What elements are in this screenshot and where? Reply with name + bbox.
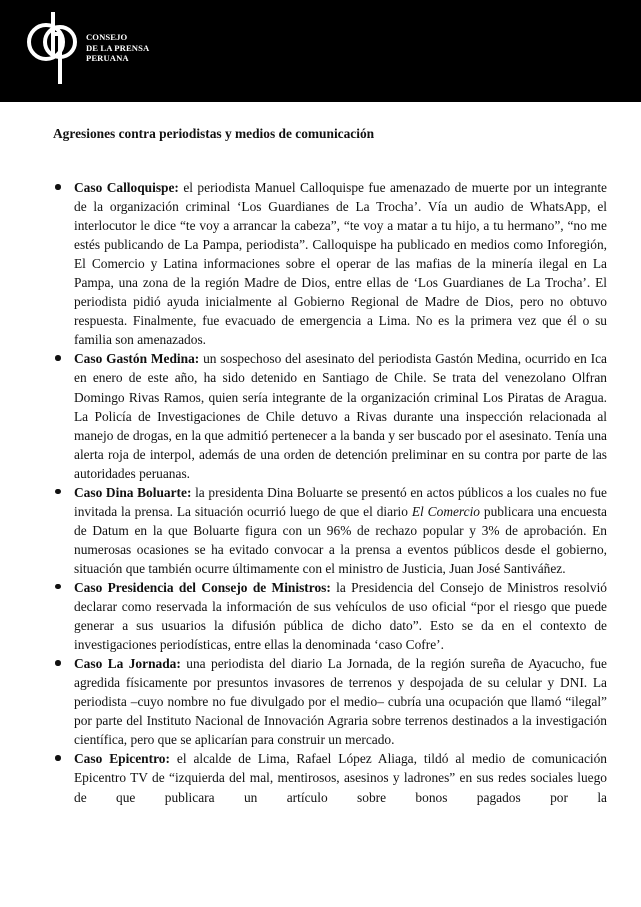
- case-body: el periodista Manuel Calloquispe fue amenazado de muerte por un integrante de la organización criminal ‘Los Guardianes de La Trocha’. Vía un audio de WhatsApp, el interlocutor le dice “te voy a arrancar la cabeza”, “te voy a matar a tu hijo, a tu hermano”, “no me estés publicando de La Pampa, periodista”. Calloquispe ha publicado en medios como Inforegión, El Comercio y Latina informaciones sobre el operar de las mafias de la minería ilegal en La Pampa, una zona de la región Madre de Dios, entre ellas de ‘Los Guardianes de La Trocha’. El periodista pidió ayuda inicialmente al Gobierno Regional de Madre de Dios, pero no obtuvo respuesta. Finalmente, fue evacuado de emergencia a Lima. No es la primera vez que él o su familia son amenazados.: [74, 180, 607, 348]
- case-body: la Presidencia del Consejo de Ministros resolvió declarar como reservada la información de sus vehículos de uso oficial “por el riesgo que puede generar a sus usuarios la difusión pública de dicho dato”. Esto se da en el contexto de investigaciones periodísticas, entre ellas la denominada ‘caso Cofre’.: [74, 579, 607, 653]
- list-item-case-gaston-medina: [0, 349, 641, 482]
- case-body: una periodista del diario La Jornada, de la región sureña de Ayacucho, fue agredida físicamente por presuntos invasores de terrenos y despojada de su celular y DNI. La periodista –cuyo nombre no fue divulgado por el medio– cubría una ocupación que llamó “ilegal” por parte del Instituto Nacional de Innovación Agraria sobre terrenos destinados a la investigación científica, pero que se aplicarían para construir un mercado.: [74, 656, 607, 748]
- cases-list: [0, 178, 641, 807]
- list-item-case-calloquispe: [0, 178, 641, 349]
- bullet-icon: [55, 584, 61, 590]
- case-heading: Caso Calloquispe:: [74, 180, 179, 195]
- newspaper-name: El Comercio: [411, 503, 480, 519]
- cpp-logo-icon: [24, 12, 82, 84]
- case-paragraph: [74, 749, 607, 806]
- case-paragraph: [74, 654, 607, 749]
- case-paragraph: [74, 178, 607, 349]
- case-paragraph: [74, 483, 607, 578]
- list-item-case-epicentro: [0, 749, 641, 806]
- org-name-line: CONSEJO: [86, 32, 128, 42]
- list-item-case-pcm: [0, 578, 641, 654]
- org-name-line: DE LA PRENSA: [86, 42, 150, 53]
- bullet-icon: [55, 755, 61, 761]
- case-heading: Caso Dina Boluarte:: [74, 484, 192, 500]
- case-heading: Caso Gastón Medina:: [74, 351, 200, 367]
- page-header: [0, 0, 641, 102]
- case-heading: Caso La Jornada:: [74, 656, 181, 672]
- document-title: Agresiones contra periodistas y medios de comunicación: [53, 126, 375, 141]
- case-heading: Caso Presidencia del Consejo de Ministros:: [74, 579, 331, 595]
- case-heading: Caso Epicentro:: [74, 751, 170, 767]
- case-paragraph: [74, 578, 607, 654]
- case-paragraph: [74, 349, 607, 482]
- case-body: la presidenta Dina Boluarte se presentó en actos públicos a los cuales no fue invitada la prensa. La situación ocurrió luego de que el diario: [74, 484, 608, 519]
- bullet-icon: [55, 355, 61, 361]
- org-name-line: PERUANA: [86, 53, 129, 63]
- org-name: [86, 32, 149, 64]
- bullet-icon: [55, 660, 61, 666]
- list-item-case-la-jornada: [0, 654, 641, 749]
- case-body: publicara una encuesta de Datum en la que Boluarte figura con un 96% de rechazo popular y 3% de aprobación. En numerosas ocasiones se ha evitado convocar a la prensa a eventos públicos desde el gobierno, situación que también ocurre últimamente con el ministro de Justicia, Juan José Santiváñez.: [74, 503, 607, 576]
- bullet-icon: [55, 184, 61, 190]
- case-body: el alcalde de Lima, Rafael López Aliaga, tildó al medio de comunicación Epicentro TV de “izquierda del mal, mentirosos, asesinos y ladrones” en sus redes sociales luego de que publicara un artículo sobre bonos pagados por la: [74, 751, 607, 805]
- case-body: un sospechoso del asesinato del periodista Gastón Medina, ocurrido en Ica en enero de este año, ha sido detenido en Santiago de Chile. Se trata del venezolano Olfran Domingo Rivas Ramos, quien sería integrante de la organización criminal Los Piratas de Aragua. La Policía de Investigaciones de Chile detuvo a Rivas durante una inspección relacionada al manejo de drogas, en la que admitió pertenecer a la banda y ser buscado por el asesinato. Tenía una alerta roja de interpol, además de una orden de detención preliminar en su contra por parte de las autoridades peruanas.: [74, 351, 607, 481]
- bullet-icon: [55, 489, 61, 495]
- list-item-case-dina-boluarte: [0, 483, 641, 578]
